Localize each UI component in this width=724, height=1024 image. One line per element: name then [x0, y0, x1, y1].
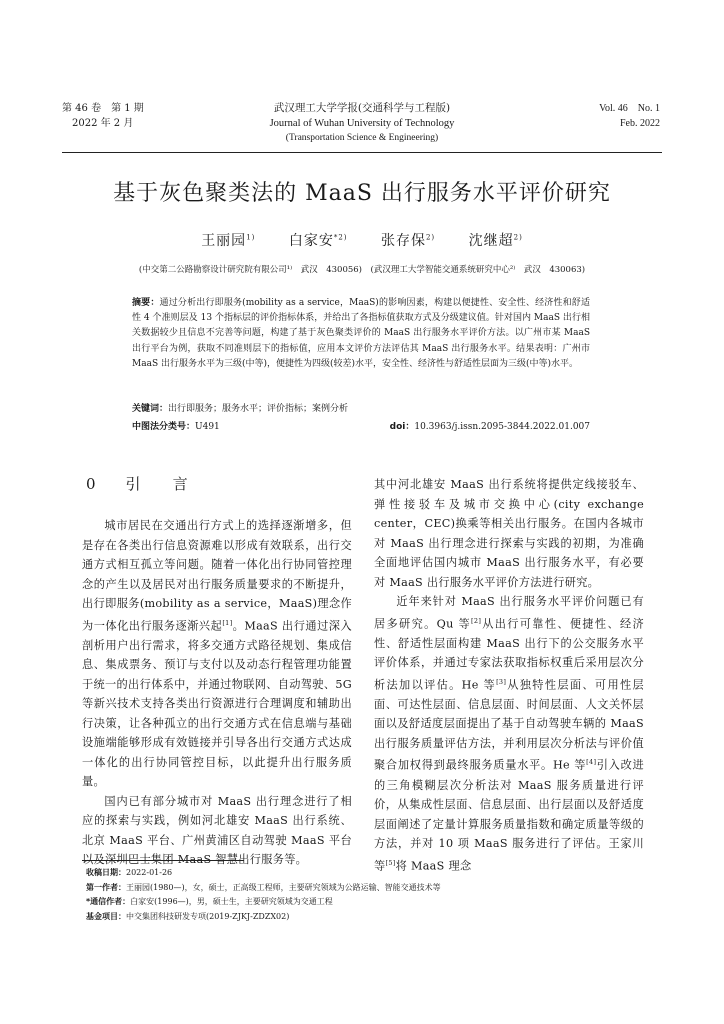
author-list: [0, 230, 724, 250]
journal-subtitle-en: (Transportation Science & Engineering): [285, 133, 439, 143]
keywords-label: 关键词：: [132, 404, 169, 414]
author: 张存保$^{2)}$: [380, 233, 436, 249]
citation: [4]: [586, 758, 597, 767]
section-title-char-1: 引: [125, 475, 143, 493]
abstract-text: 通过分析出行即服务(mobility as a service，MaaS)的影响因素，构建以便捷性、安全性、经济性和舒适性 4 个准则层及 13 个指标层的评价指标体系，并给出了各指标值获取方式及分级建议值。针对国内 MaaS 出行相关数据较少且信息不完善等问题，构建了基于灰色聚类评价的 MaaS 出行服务水平评价方法。以广州市某 MaaS 出行平台为例，获取不同准则层下的指标值，应用本文评价方法评估其 MaaS 出行服务水平。结果表明：广州市 MaaS 出行服务水平为三级(中等)，便捷性为四级(较差)水平，安全性、经济性与舒适性层面为三级(中等)水平。: [132, 298, 590, 369]
author: 白家安$^{*2)}$: [288, 233, 348, 249]
header-volume-en: Vol. 46 No. 1: [599, 103, 660, 114]
paragraph: 近年来针对 MaaS 出行服务水平评价问题已有居多研究。Qu 等[2]从出行可靠性、便捷性、经济性、舒适性层面构建 MaaS 出行下的公交服务水平评价体系，并通过专家法获取指标权重后采用层次分析法加以评估。He 等[3]从独特性层面、可用性层面、可达性层面、信息层面、时间层面、人文关怀层面以及舒适度层面提出了基于自动驾驶车辆的 MaaS 出行服务质量评估方法，并利用层次分析法与评价值聚合加权得到最终服务质量水平。He 等[4]引入改进的三角模糊层次分析法对 MaaS 服务质量进行评价，从集成性层面、信息层面、出行层面以及舒适度层面阐述了定量计算服务质量指数和确定质量等级的方法，并对 10 项 MaaS 服务进行了评估。王家川等[5]将 MaaS 理念: [374, 595, 645, 873]
abstract: [132, 296, 590, 372]
citation: [3]: [496, 677, 507, 686]
classification-code: [132, 419, 220, 432]
citation: [2]: [471, 616, 482, 625]
citation: [5]: [385, 858, 396, 867]
section-number: 0: [86, 475, 98, 493]
author: 沈继超$^{2)}$: [468, 233, 523, 249]
body-column-right: [374, 475, 644, 876]
journal-name-cn: 武汉理工大学学报(交通科学与工程版): [273, 102, 451, 114]
clc-text: U491: [195, 422, 220, 432]
header-volume-en-block: [599, 101, 660, 131]
body-column-left: [82, 516, 352, 870]
footnote-funding: 基金项目：中交集团科技研发专项(2019-ZJKJ-ZDZX02): [86, 911, 290, 921]
section-title-char-2: 言: [172, 475, 190, 493]
journal-name-en: Journal of Wuhan University of Technology: [269, 118, 455, 129]
affiliations: (中交第二公路勘察设计研究院有限公司¹⁾ 武汉 430056) (武汉理工大学智能交通系统研究中心²⁾ 武汉 430063): [138, 265, 586, 275]
footnotes: [86, 866, 646, 924]
doi-label: doi：: [389, 422, 415, 432]
doi: [390, 419, 590, 432]
footnote-first-author: 第一作者：王丽园(1980—)，女，硕士，正高级工程师，主要研究领域为公路运输、智能交通技术等: [86, 882, 441, 892]
footnote-divider: [82, 860, 244, 861]
header-date-en: Feb. 2022: [620, 118, 660, 129]
keywords-text: 出行即服务；服务水平；评价指标；案例分析: [168, 404, 349, 414]
abstract-label: 摘要：: [132, 298, 160, 308]
paper-title: 基于灰色聚类法的 MaaS 出行服务水平评价研究: [113, 181, 611, 206]
section-heading-introduction: [86, 473, 190, 494]
header-volume-block: [62, 101, 144, 131]
citation: [1]: [222, 618, 233, 627]
paragraph: 其中河北雄安 MaaS 出行系统将提供定线接驳车、弹性接驳车及城市交换中心(city exchange center，CEC)换乘等相关出行服务。在国内各城市对 MaaS 出行理念进行探索与实践的初期，为准确全面地评估国内城市 MaaS 出行服务水平，有必要对 MaaS 出行服务水平评价方法进行研究。: [374, 478, 644, 589]
header-divider: [62, 152, 662, 153]
author: 王丽园$^{1)}$: [201, 233, 256, 249]
keywords: [132, 402, 590, 417]
footnote-corresponding-author: *通信作者：白家安(1996—)，男，硕士生，主要研究领域为交通工程: [86, 897, 333, 906]
paragraph: 国内已有部分城市对 MaaS 出行理念进行了相应的探索与实践，例如河北雄安 MaaS 出行系统、北京 MaaS 平台、广州黄浦区自动驾驶 MaaS 平台以及深圳巴士集团 MaaS 智慧出行服务等。: [82, 794, 352, 867]
doi-text: 10.3963/j.issn.2095-3844.2022.01.007: [414, 422, 590, 432]
footnote-received: 收稿日期：2022-01-26: [86, 868, 173, 877]
header-date: 2022 年 2 月: [72, 118, 134, 129]
clc-label: 中图法分类号：: [132, 422, 196, 432]
paragraph: 城市居民在交通出行方式上的选择逐渐增多，但是存在各类出行信息资源难以形成有效联系，出行交通方式相互孤立等问题。随着一体化出行协同管控理念的产生以及居民对出行服务质量要求的不断提升，出行即服务(mobility as a service，MaaS)理念作为一体化出行服务逐渐兴起[1]。MaaS 出行通过深入剖析用户出行需求，将多交通方式路径规划、集成信息、集成票务、预订与支付以及动态行程管理功能置于统一的出行体系中，并通过物联网、自动驾驶、5G 等新兴技术支持各类出行资源进行合理调度和辅助出行决策，让各种孤立的出行交通方式在信息端与基础设施端能够形成有效链接并引导各出行交通方式达成一体化的出行协同管控目标，以此提升出行服务质量。: [82, 519, 352, 789]
header-volume: 第 46 卷 第 1 期: [62, 103, 144, 114]
header-journal-block: [190, 101, 534, 146]
